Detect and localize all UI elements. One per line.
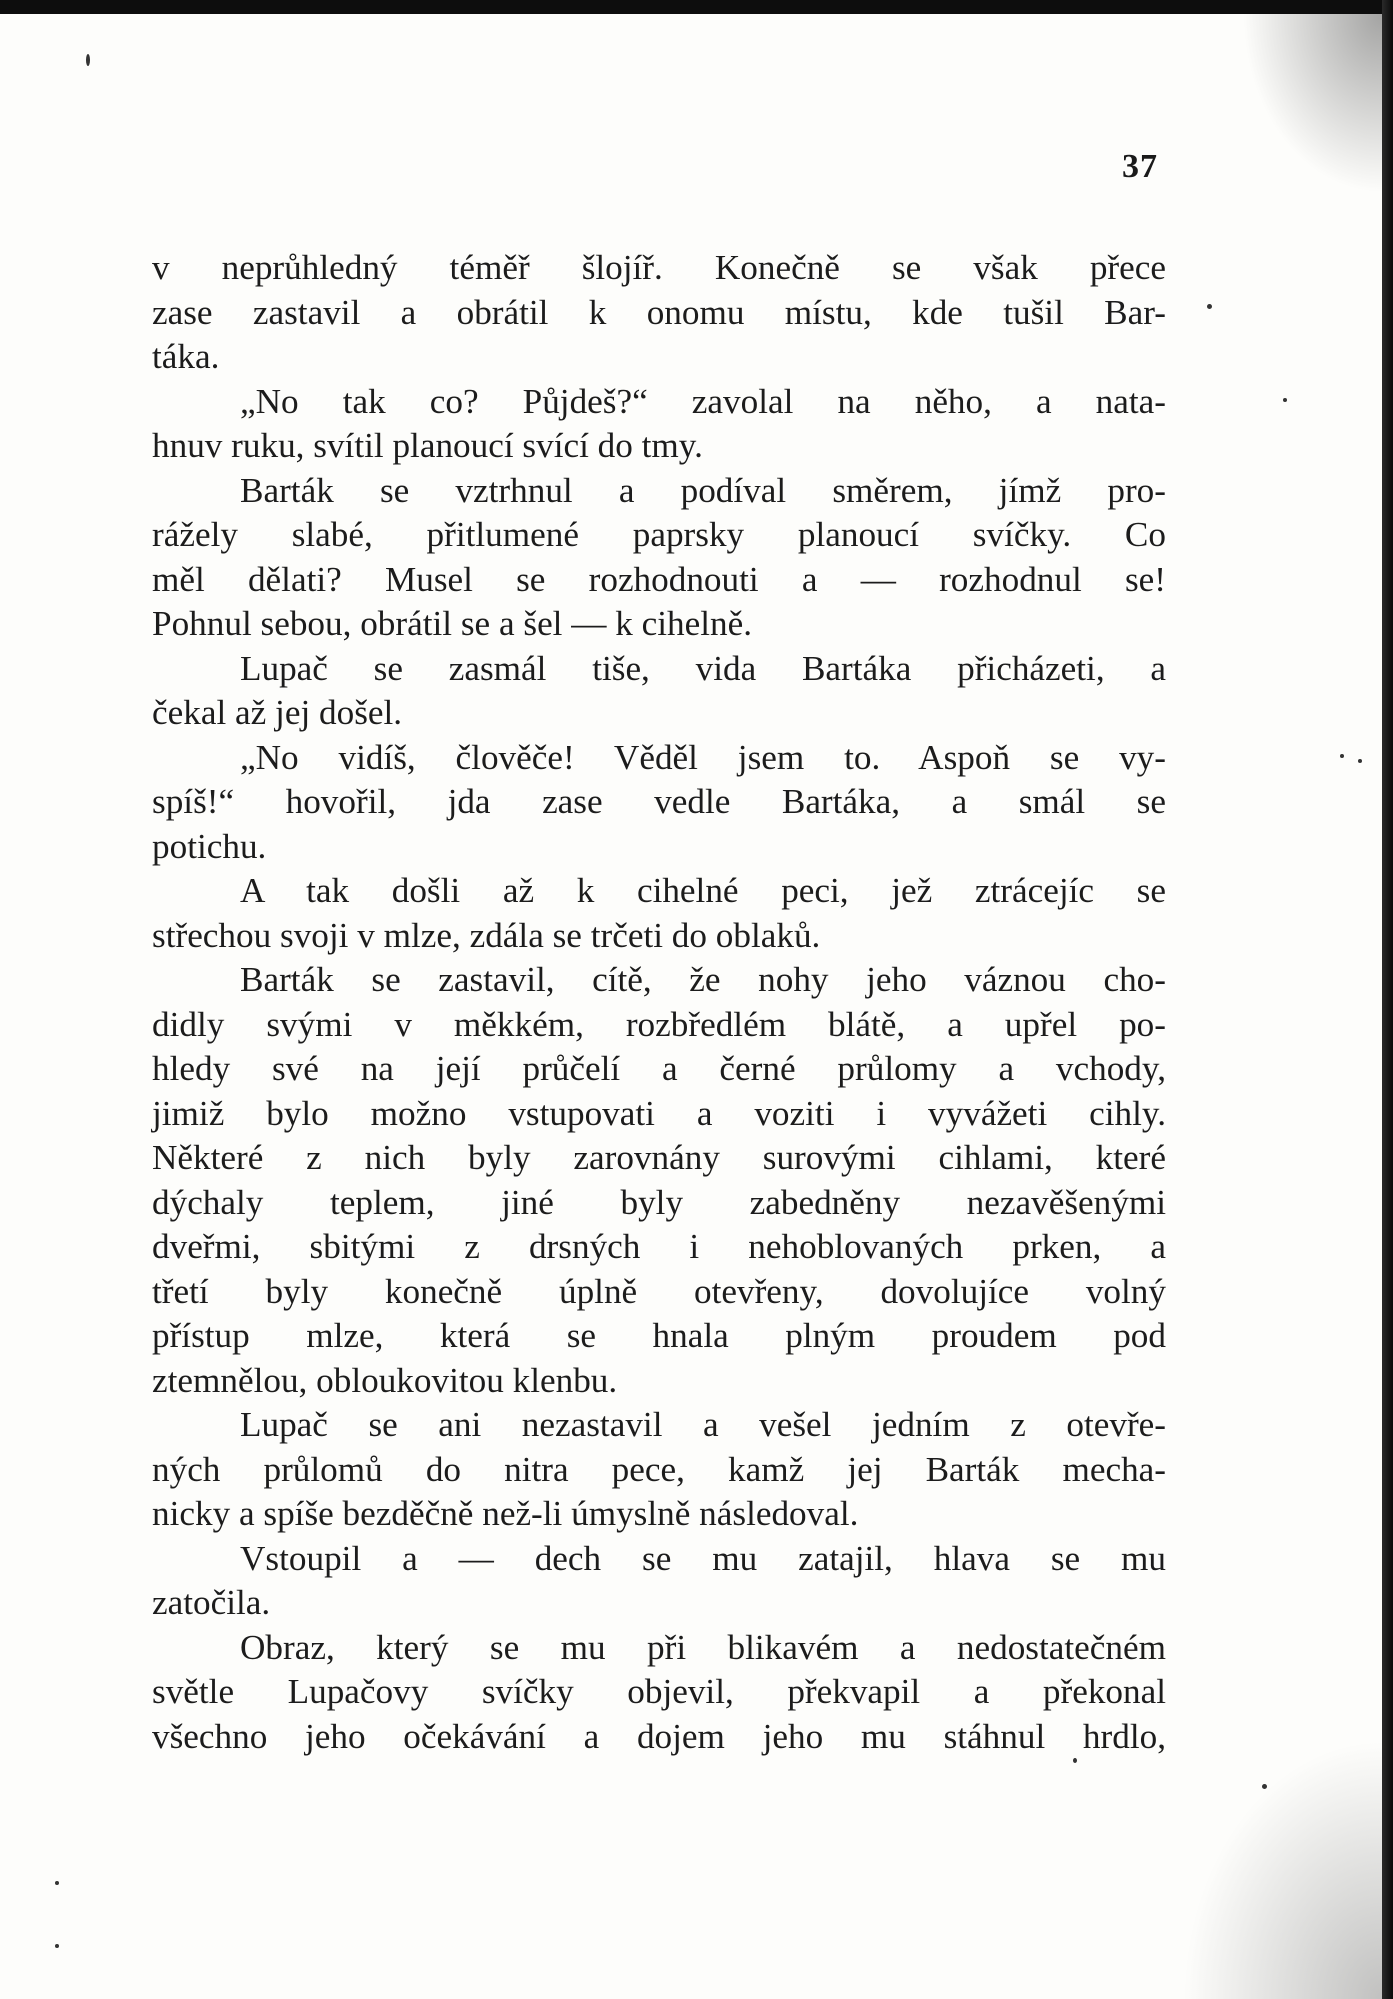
page-body-text — [152, 246, 1166, 1759]
text-line: rážely slabé, přitlumené paprsky planoucí svíčky. Co — [152, 515, 1166, 554]
text-line: A tak došli až k cihelné peci, jež ztrácejíc se — [240, 871, 1166, 910]
text-line: všechno jeho očekávání a dojem jeho mu stáhnul hrdlo, — [152, 1716, 1166, 1756]
text-line: Barták se vztrhnul a podíval směrem, jímž pro- — [240, 470, 1166, 510]
text-line: čekal až jej došel. — [152, 693, 403, 732]
scan-top-border — [0, 0, 1393, 14]
text-line: světle Lupačovy svíčky objevil, překvapil a překonal — [152, 1672, 1166, 1711]
scan-speck — [55, 1881, 59, 1885]
scan-speck — [55, 1944, 59, 1948]
text-line: přístup mlze, která se hnala plným proudem pod — [152, 1316, 1166, 1355]
scan-speck — [1358, 759, 1362, 763]
text-line: jimiž bylo možno vstupovati a voziti i vyvážeti cihly. — [152, 1093, 1166, 1133]
text-line: Vstoupil a — dech se mu zatajil, hlava se mu — [240, 1538, 1166, 1578]
scan-speck — [1073, 1758, 1077, 1763]
text-line: hnuv ruku, svítil planoucí svící do tmy. — [152, 426, 703, 465]
text-line: didly svými v měkkém, rozbředlém blátě, a upřel po- — [152, 1004, 1166, 1044]
scan-speck — [1207, 304, 1212, 309]
text-line: Lupač se zasmál tiše, vida Bartáka přicházeti, a — [240, 648, 1166, 688]
text-line: střechou svoji v mlze, zdála se trčeti do oblaků. — [152, 915, 821, 955]
scan-speck — [1262, 1784, 1267, 1789]
text-line: „No vidíš, člověče! Věděl jsem to. Aspoň se vy- — [240, 737, 1166, 777]
scan-speck — [1283, 398, 1287, 402]
text-line: Některé z nich byly zarovnány surovými cihlami, které — [152, 1138, 1166, 1177]
text-line: potichu. — [152, 826, 267, 866]
text-line: měl dělati? Musel se rozhodnouti a — rozhodnul se! — [152, 559, 1166, 599]
text-line: Barták se zastavil, cítě, že nohy jeho váznou cho- — [240, 960, 1166, 999]
scan-corner-shadow — [1242, 14, 1382, 194]
text-line: ztemnělou, obloukovitou klenbu. — [152, 1360, 618, 1400]
text-line: táka. — [152, 337, 220, 376]
scan-right-border — [1382, 0, 1393, 1999]
text-line: „No tak co? Půjdeš?“ zavolal na něho, a nata- — [240, 381, 1166, 421]
page-number: 37 — [1122, 148, 1158, 185]
scan-bottom-shadow — [1182, 1739, 1382, 1999]
text-line: spíš!“ hovořil, jda zase vedle Bartáka, a smál se — [152, 782, 1166, 821]
text-line: Obraz, který se mu při blikavém a nedostatečném — [240, 1627, 1166, 1667]
book-page — [0, 14, 1382, 1999]
text-line: zatočila. — [152, 1583, 271, 1622]
text-line: třetí byly konečně úplně otevřeny, dovolujíce volný — [152, 1271, 1166, 1311]
text-line: hledy své na její průčelí a černé průlomy a vchody, — [152, 1049, 1166, 1088]
text-line: dveřmi, sbitými z drsných i nehoblovaných prken, a — [152, 1227, 1166, 1266]
text-line: Pohnul sebou, obrátil se a šel — k cihelně. — [152, 604, 753, 643]
text-line: dýchaly teplem, jiné byly zabedněny nezavěšenými — [152, 1182, 1166, 1222]
scan-speck — [86, 54, 90, 66]
text-line: zase zastavil a obrátil k onomu místu, kde tušil Bar- — [152, 292, 1166, 332]
text-line: v neprůhledný téměř šlojíř. Konečně se však přece — [152, 248, 1166, 287]
text-line: ných průlomů do nitra pece, kamž jej Barták mecha- — [152, 1449, 1166, 1489]
scan-speck — [1340, 754, 1344, 758]
text-line: Lupač se ani nezastavil a vešel jedním z otevře- — [240, 1405, 1166, 1444]
text-line: nicky a spíše bezděčně než-li úmyslně následoval. — [152, 1494, 859, 1533]
